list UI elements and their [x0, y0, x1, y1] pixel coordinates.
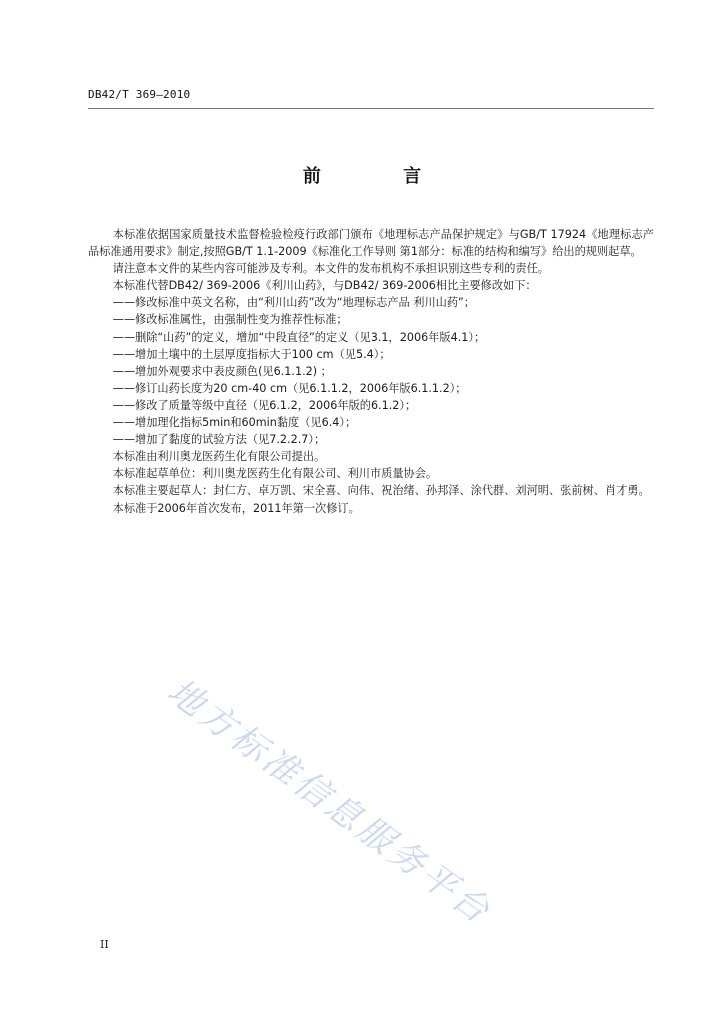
foreword-body	[88, 226, 654, 517]
change-item: ——增加土壤中的土层厚度指标大于100 cm（见5.4）；	[112, 347, 391, 361]
page-title: 前 言	[302, 166, 460, 187]
change-item: ——增加外观要求中表皮颜色(见6.1.1.2) ；	[112, 364, 332, 378]
paragraph-history: 本标准于2006年首次发布，2011年第一次修订。	[112, 501, 360, 515]
change-item: ——增加理化指标5min和60min黏度（见6.4）；	[112, 416, 357, 430]
paragraph-proposer: 本标准由利川奥龙医药生化有限公司提出。	[112, 450, 326, 464]
change-item: ——增加了黏度的试验方法（见7.2.2.7）；	[112, 433, 326, 447]
change-item: ——修改了质量等级中直径（见6.1.2，2006年版的6.1.2）；	[112, 398, 417, 412]
change-item: ——修改标准属性，由强制性变为推荐性标准；	[112, 313, 348, 327]
paragraph-drafters: 本标准主要起草人：封仁方、卓万凯、宋全喜、向伟、祝治绪、孙邦泽、涂代群、刘河明、张前树、肖才勇。	[112, 484, 650, 498]
paragraph-basis: 本标准依据国家质量技术监督检验检疫行政部门颁布《地理标志产品保护规定》与GB/T 17924《地理标志产品标准通用要求》制定,按照GB/T 1.1-2009《标准化工作导则 第1部分：标准的结构和编写》给出的规则起草。	[88, 228, 654, 259]
paragraph-patent-notice: 请注意本文件的某些内容可能涉及专利。本文件的发布机构不承担识别这些专利的责任。	[112, 262, 549, 276]
change-item: ——修改标准中英文名称，由“利川山药”改为“地理标志产品 利川山药”；	[112, 296, 475, 310]
paragraph-replacement: 本标准代替DB42/ 369-2006《利川山药》，与DB42/ 369-2006相比主要修改如下：	[112, 279, 537, 293]
header-rule	[88, 108, 654, 109]
change-item: ——删除“山药”的定义，增加“中段直径”的定义（见3.1，2006年版4.1）；	[112, 330, 486, 344]
change-item: ——修订山药长度为20 cm-40 cm（见6.1.1.2，2006年版6.1.1.2）；	[112, 381, 467, 395]
paragraph-drafting-unit: 本标准起草单位：利川奥龙医药生化有限公司、利川市质量协会。	[112, 467, 438, 481]
watermark: 地方标准信息服务平台	[159, 671, 499, 934]
document-code: DB42/T 369—2010	[88, 88, 191, 101]
page-number: II	[100, 938, 109, 951]
